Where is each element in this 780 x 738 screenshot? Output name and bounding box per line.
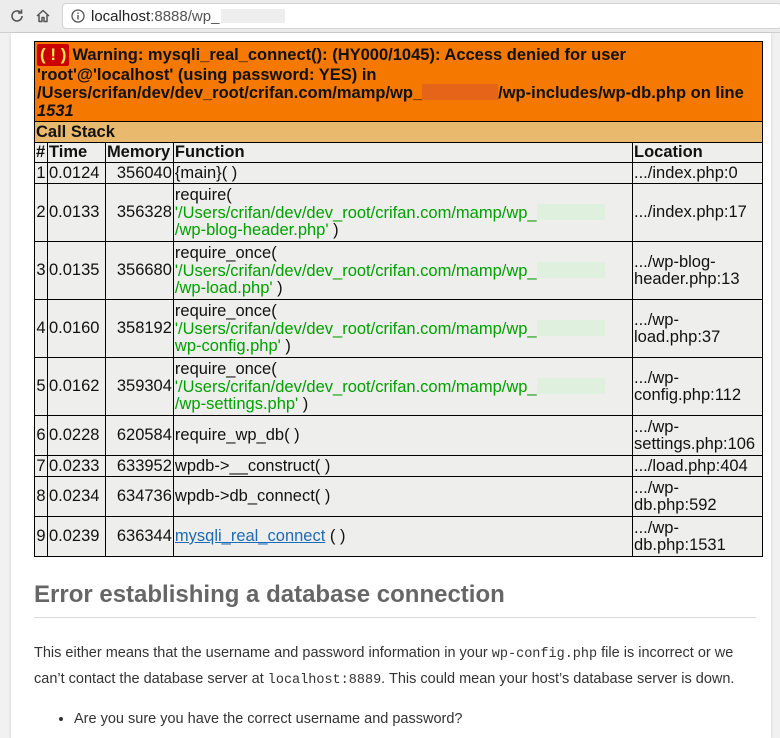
function-cell: wpdb->__construct( )	[173, 456, 632, 477]
location-cell: .../wp-settings.php:106	[633, 416, 763, 456]
error-heading: Error establishing a database connection	[34, 581, 505, 608]
function-cell: wpdb->db_connect( )	[173, 477, 632, 517]
address-bar[interactable]	[62, 3, 780, 29]
xdebug-error-table	[34, 41, 763, 557]
function-cell: require( '/Users/crifan/dev/dev_root/crifan.com/mamp/wp_/wp-blog-header.php' )	[173, 184, 632, 242]
col-header: Time	[47, 143, 105, 163]
suggestion-list	[34, 707, 749, 731]
info-icon[interactable]	[71, 9, 85, 23]
reload-icon[interactable]	[8, 7, 26, 25]
col-header: Location	[633, 143, 763, 163]
location-cell: .../index.php:17	[633, 184, 763, 242]
table-header-row	[35, 143, 763, 163]
function-cell: mysqli_real_connect ( )	[173, 517, 632, 557]
location-cell: .../wp-config.php:112	[633, 358, 763, 416]
location-cell: .../wp-load.php:37	[633, 300, 763, 358]
col-header: #	[35, 143, 48, 163]
table-row: 7 0.0233 633952 wpdb->__construct( ) .../load.php:404	[35, 456, 763, 477]
redacted-path	[537, 320, 605, 336]
redacted-path	[422, 84, 498, 100]
function-cell: {main}( )	[173, 163, 632, 184]
col-header: Function	[173, 143, 632, 163]
warning-message: ( ! ) Warning: mysqli_real_connect(): (HY000/1045): Access denied for user 'root'@'localhost' (using password: YES) in /Users/crifan/dev/dev_root/crifan.com/mamp/wp_ /wp-includes/wp-db.php on line 1531	[35, 42, 763, 122]
url-host: localhost	[91, 7, 151, 25]
redacted-path	[537, 262, 605, 278]
table-row: 2 0.0133 356328 require( '/Users/crifan/dev/dev_root/crifan.com/mamp/wp_/wp-blog-header.php' ) .../index.php:17	[35, 184, 763, 242]
divider	[34, 617, 756, 618]
table-row: 1 0.0124 356040 {main}( ) .../index.php:0	[35, 163, 763, 184]
table-row: 3 0.0135 356680 require_once( '/Users/crifan/dev/dev_root/crifan.com/mamp/wp_/wp-load.php' ) .../wp-blog-header.php:13	[35, 242, 763, 300]
location-cell: .../load.php:404	[633, 456, 763, 477]
table-row: 5 0.0162 359304 require_once( '/Users/crifan/dev/dev_root/crifan.com/mamp/wp_/wp-settings.php' ) .../wp-config.php:112	[35, 358, 763, 416]
table-row: 6 0.0228 620584 require_wp_db( ) .../wp-settings.php:106	[35, 416, 763, 456]
warning-icon: ( ! )	[37, 44, 69, 66]
function-cell: require_once( '/Users/crifan/dev/dev_root/crifan.com/mamp/wp_wp-config.php' )	[173, 300, 632, 358]
location-cell: .../index.php:0	[633, 163, 763, 184]
function-cell: require_once( '/Users/crifan/dev/dev_root/crifan.com/mamp/wp_/wp-load.php' )	[173, 242, 632, 300]
home-icon[interactable]	[34, 7, 52, 25]
table-row: 9 0.0239 636344 mysqli_real_connect ( ) .../wp-db.php:1531	[35, 517, 763, 557]
redacted-url	[221, 9, 285, 23]
function-cell: require_wp_db( )	[173, 416, 632, 456]
table-row: 8 0.0234 634736 wpdb->db_connect( ) .../wp-db.php:592	[35, 477, 763, 517]
browser-toolbar	[0, 0, 780, 33]
col-header: Memory	[105, 143, 173, 163]
warning-line: 1531	[37, 102, 74, 120]
location-cell: .../wp-blog-header.php:13	[633, 242, 763, 300]
mysqli-doc-link[interactable]: mysqli_real_connect	[174, 527, 326, 545]
call-stack-title: Call Stack	[35, 122, 763, 143]
redacted-path	[537, 204, 605, 220]
location-cell: .../wp-db.php:1531	[633, 517, 763, 557]
list-item: • Are you sure you have the correct username and password?	[74, 707, 749, 731]
table-row: 4 0.0160 358192 require_once( '/Users/crifan/dev/dev_root/crifan.com/mamp/wp_wp-config.php' ) .../wp-load.php:37	[35, 300, 763, 358]
location-cell: .../wp-db.php:592	[633, 477, 763, 517]
error-description: This either means that the username and password information in your wp-config.php file is incorrect or we can’t contact the database server at localhost:8889. This could mean your host’s database server is down.	[34, 645, 735, 688]
url-path: :8888/wp_	[150, 7, 220, 25]
redacted-path	[537, 378, 605, 394]
page-content	[11, 33, 771, 738]
function-cell: require_once( '/Users/crifan/dev/dev_root/crifan.com/mamp/wp_/wp-settings.php' )	[173, 358, 632, 416]
